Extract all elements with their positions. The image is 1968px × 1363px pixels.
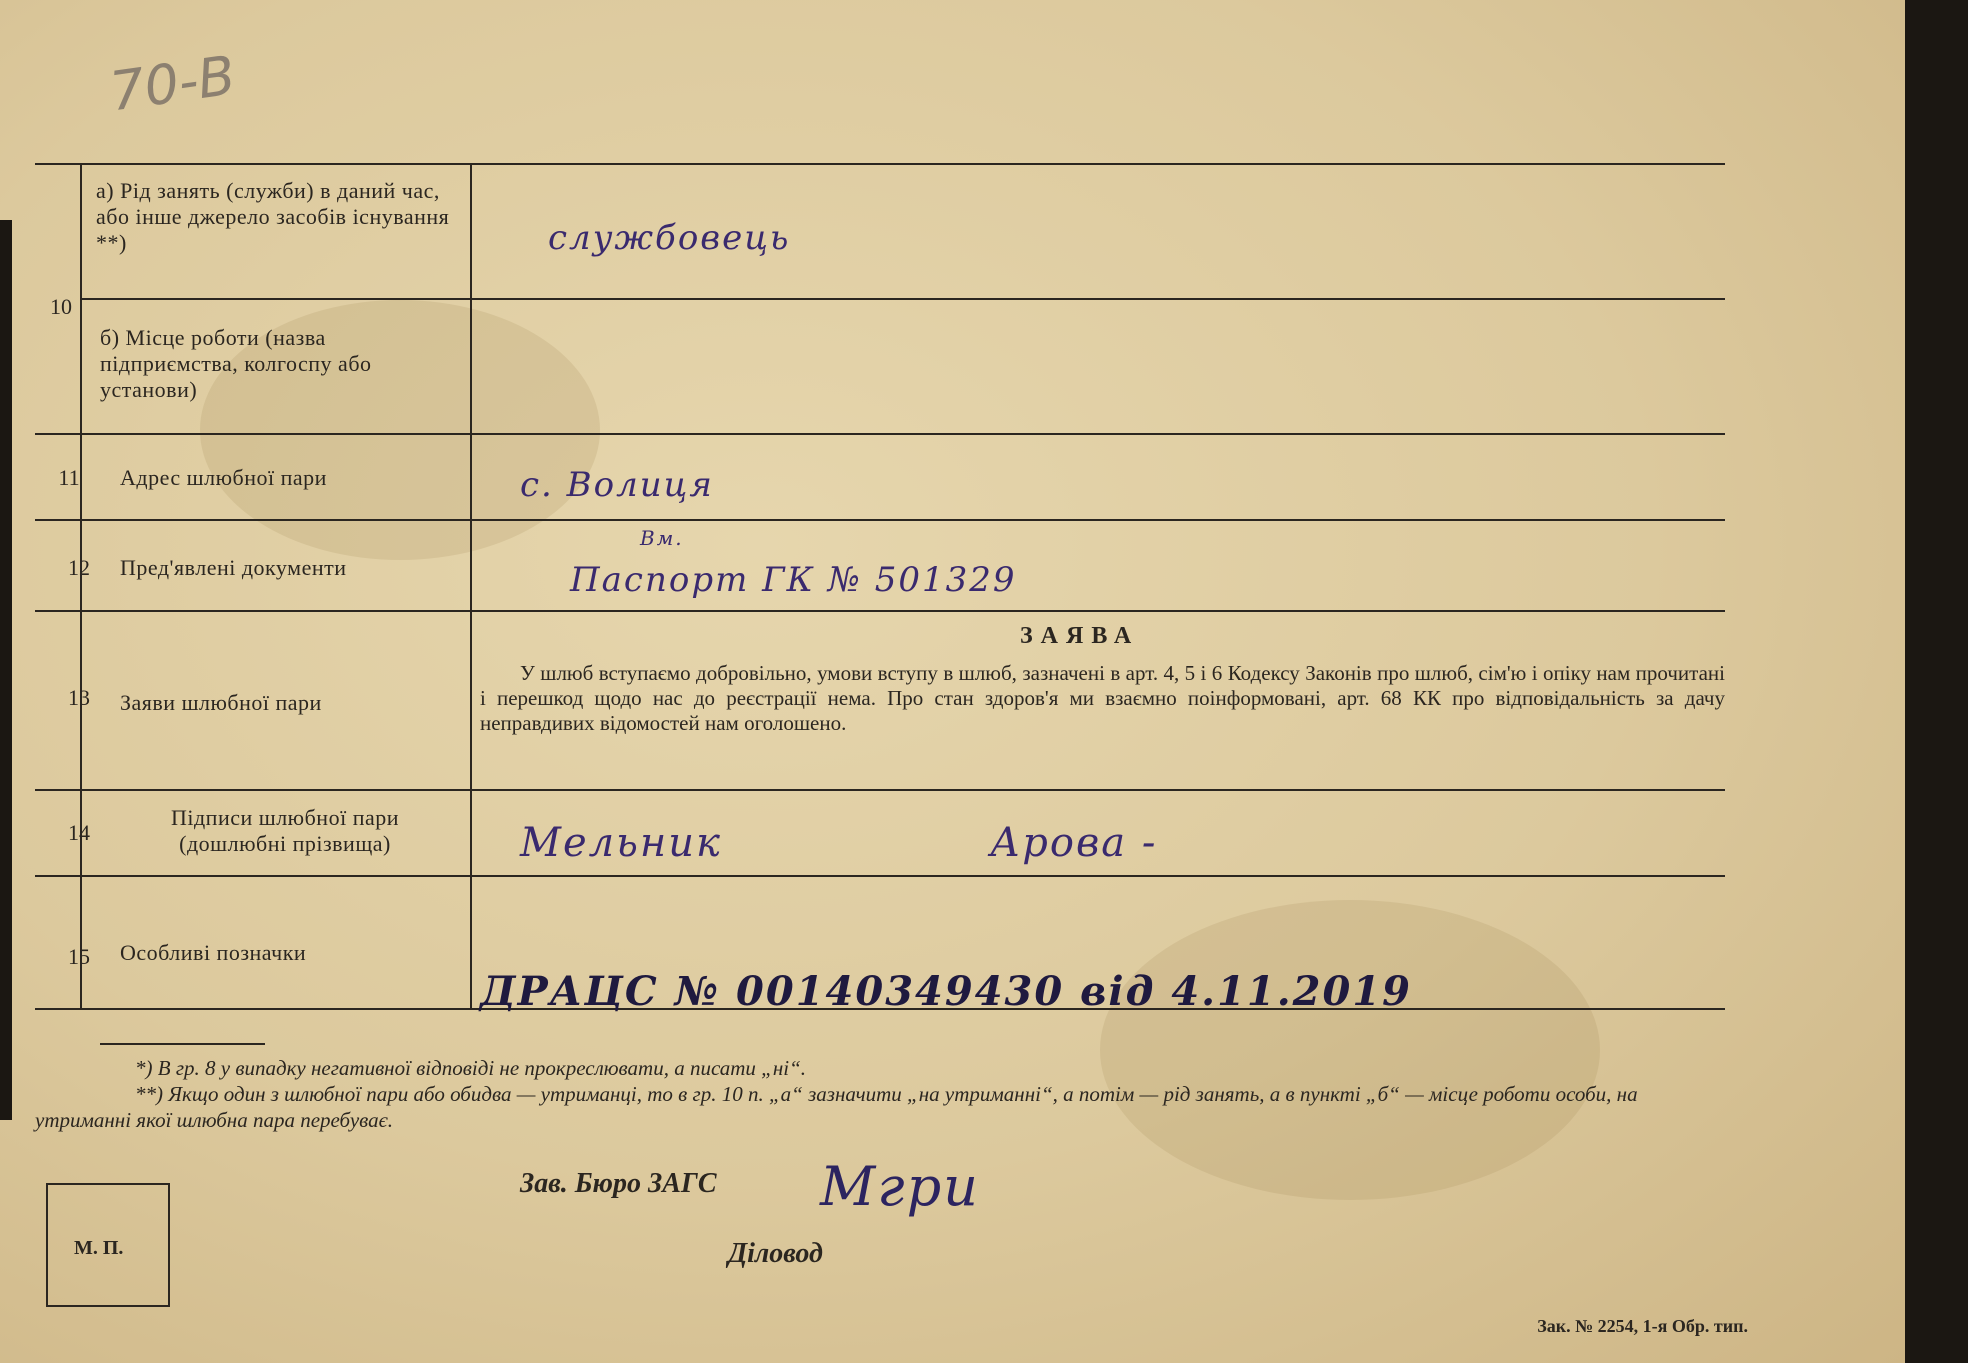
handwritten-special-notes: ДРАЦС № 00140349430 від 4.11.2019 xyxy=(480,968,1412,1015)
footnote-separator xyxy=(100,1043,265,1045)
handwritten-occupation: службовець xyxy=(548,218,791,258)
signature-second-spouse: Арова - xyxy=(990,820,1158,866)
stamp-label: М. П. xyxy=(74,1237,124,1259)
registry-head-label: Зав. Бюро ЗАГС xyxy=(520,1168,717,1199)
footnote-1: *) В гр. 8 у випадку негативної відповіді не прокреслювати, а писати „ні“. xyxy=(135,1056,806,1080)
field-label-documents: Пред'явлені документи xyxy=(120,555,347,580)
clerk-label: Діловод xyxy=(728,1238,823,1269)
row-number: 14 xyxy=(68,820,90,845)
row-divider xyxy=(80,298,1725,300)
archive-mark: 70-В xyxy=(106,43,240,124)
field-label-workplace: б) Місце роботи (назва підприємства, колгоспу або установи) xyxy=(100,325,372,402)
row-number: 13 xyxy=(68,685,90,710)
handwritten-document-note: Вм. xyxy=(640,526,684,550)
signature-first-spouse: Мельник xyxy=(520,820,722,866)
column-divider xyxy=(470,163,472,1008)
field-label-signatures: Підписи шлюбної пари (дошлюбні прізвища) xyxy=(170,805,400,856)
field-label-statements: Заяви шлюбної пари xyxy=(120,690,322,715)
subitem-marker: а) xyxy=(96,178,115,203)
row-divider xyxy=(35,433,1725,435)
row-number: 10 xyxy=(50,294,72,319)
printer-mark: Зак. № 2254, 1-я Обр. тип. xyxy=(1537,1316,1748,1336)
footnote-2: **) Якщо один з шлюбної пари або обидва — утриманці, то в гр. 10 п. „а“ зазначити „на утриманні“, а потім — рід занять, а в пункті „б“ — місце роботи особи, на утриманні якої шлюбна пара перебуває. xyxy=(35,1082,1638,1132)
subitem-marker: б) xyxy=(100,325,120,350)
field-label-special-notes: Особливі позначки xyxy=(120,940,307,965)
row-divider xyxy=(35,519,1725,521)
column-divider xyxy=(80,163,82,1008)
field-label-occupation: а) Рід занять (служби) в даний час, або інше джерело засобів існування **) xyxy=(96,178,450,255)
field-label-address: Адрес шлюбної пари xyxy=(120,465,327,490)
row-divider xyxy=(35,610,1725,612)
statement-text: У шлюб вступаємо добровільно, умови вступу в шлюб, зазначені в арт. 4, 5 і 6 Кодексу Законів про шлюб, сім'ю і опіку нам прочитані і перешкод щодо нас до реєстрації нема. Про стан здоров'я ми взаємно поінформовані, арт. 68 КК про відповідальність за дачу неправдивих відомостей нам оголошено. xyxy=(480,661,1725,735)
handwritten-documents: Паспорт ГК № 501329 xyxy=(570,560,1017,600)
row-divider xyxy=(35,875,1725,877)
table-top-border xyxy=(35,163,1725,165)
statement-title: ЗАЯВА xyxy=(1020,623,1140,649)
row-number: 12 xyxy=(68,555,90,580)
row-number: 11 xyxy=(58,465,80,490)
handwritten-address: с. Волиця xyxy=(520,465,714,505)
row-divider xyxy=(35,789,1725,791)
paper-edge-shadow xyxy=(0,220,12,1120)
registry-head-signature: Мгри xyxy=(820,1155,980,1218)
row-number: 15 xyxy=(68,944,90,969)
